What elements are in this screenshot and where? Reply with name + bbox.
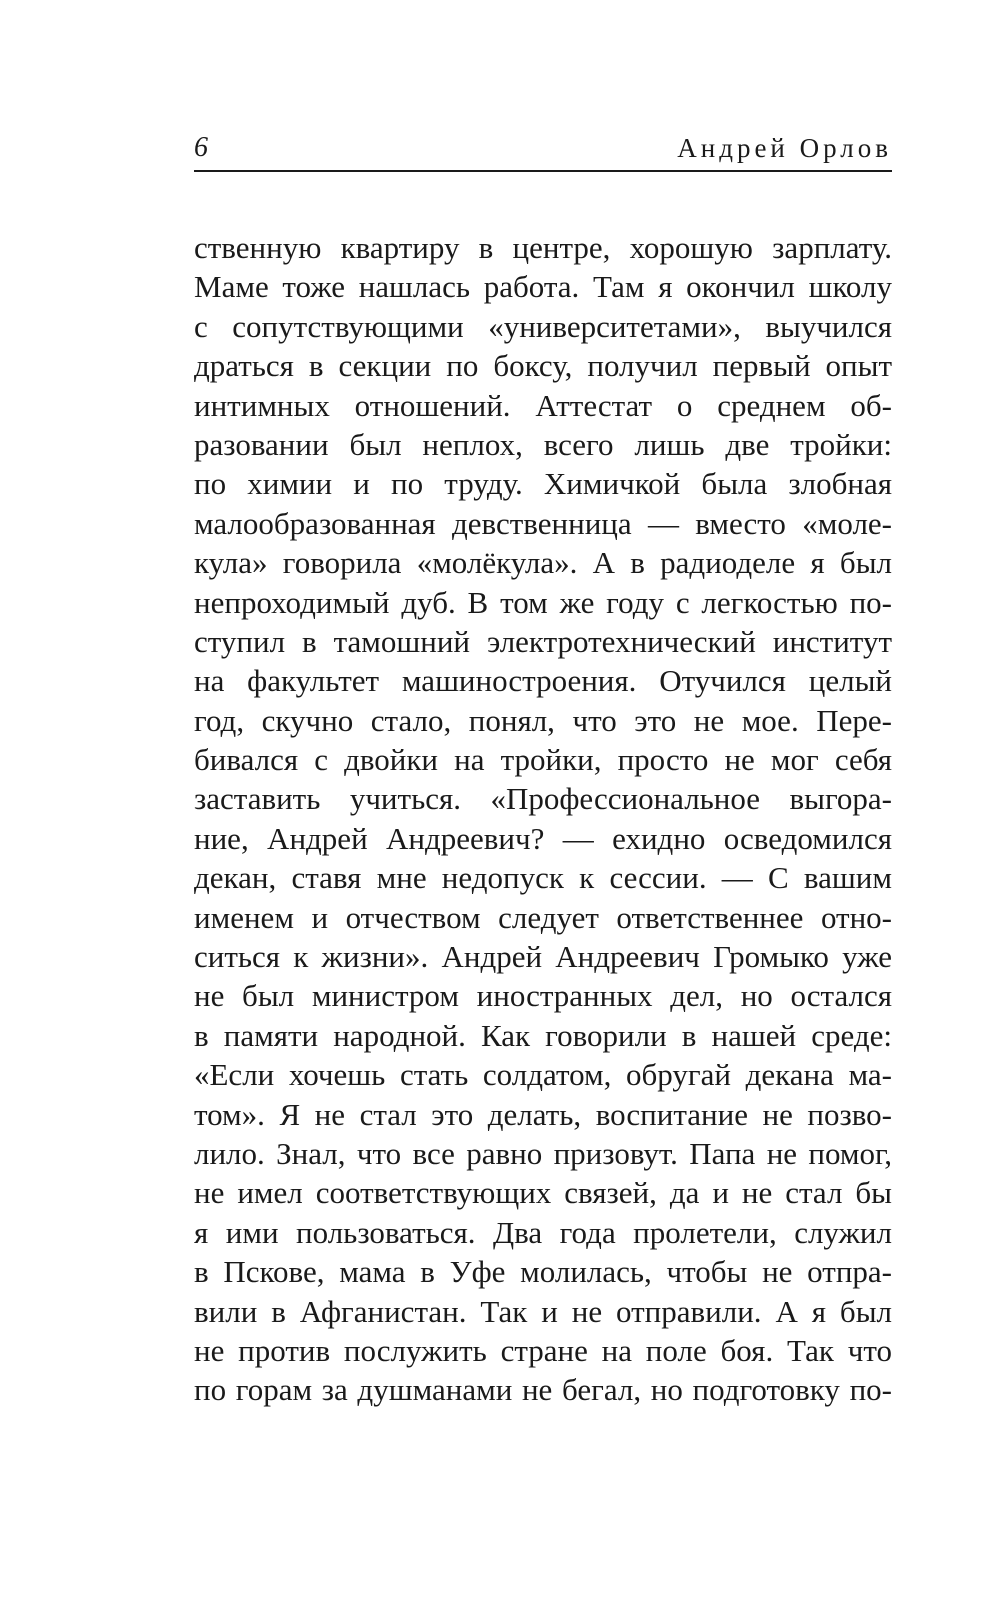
text-line: в памяти народной. Как говорили в нашей среде:: [194, 1017, 892, 1053]
text-line: том». Я не стал это делать, воспитание не позво-: [194, 1096, 892, 1132]
text-line: по горам за душманами не бегал, но подготовку по-: [194, 1372, 892, 1408]
text-line: в Пскове, мама в Уфе молилась, чтобы не отпра-: [194, 1254, 892, 1290]
text-line: с сопутствующими «университетами», выучился: [194, 308, 892, 344]
text-line: ние, Андрей Андреевич? — ехидно осведомился: [194, 820, 892, 856]
text-line: заставить учиться. «Профессиональное выгора-: [194, 781, 892, 817]
text-line: интимных отношений. Аттестат о среднем об-: [194, 387, 892, 423]
text-line: именем и отчеством следует ответственнее отно-: [194, 899, 892, 935]
text-line: по химии и по труду. Химичкой была злобная: [194, 466, 892, 502]
text-line: ступил в тамошний электротехнический институт: [194, 623, 892, 659]
running-head-author: Андрей Орлов: [677, 133, 892, 163]
text-line: не имел соответствующих связей, да и не стал бы: [194, 1175, 892, 1211]
text-line: на факультет машиностроения. Отучился целый: [194, 663, 892, 699]
text-line: ситься к жизни». Андрей Андреевич Громыко уже: [194, 939, 892, 975]
page-number: 6: [194, 132, 208, 163]
text-line: вили в Афганистан. Так и не отправили. А я был: [194, 1293, 892, 1329]
text-line: не был министром иностранных дел, но остался: [194, 978, 892, 1014]
text-line: я ими пользоваться. Два года пролетели, служил: [194, 1214, 892, 1250]
text-line: бивался с двойки на тройки, просто не мог себя: [194, 742, 892, 778]
header-rule: [194, 170, 892, 172]
running-head: [194, 128, 892, 168]
text-line: непроходимый дуб. В том же году с легкостью по-: [194, 584, 892, 620]
text-line: кула» говорила «молёкула». А в радиоделе я был: [194, 545, 892, 581]
text-line: Маме тоже нашлась работа. Там я окончил школу: [194, 269, 892, 305]
text-line: ственную квартиру в центре, хорошую зарплату.: [194, 230, 892, 265]
text-line: лило. Знал, что все равно призовут. Папа не помог,: [194, 1135, 892, 1171]
text-line: декан, ставя мне недопуск к сессии. — С вашим: [194, 860, 892, 896]
text-line: год, скучно стало, понял, что это не мое. Пере-: [194, 702, 892, 738]
body-text: [194, 228, 892, 1410]
text-line: драться в секции по боксу, получил первый опыт: [194, 348, 892, 384]
text-line: «Если хочешь стать солдатом, обругай декана ма-: [194, 1057, 892, 1093]
text-line: разовании был неплох, всего лишь две тройки:: [194, 426, 892, 462]
text-line: малообразованная девственница — вместо «моле-: [194, 505, 892, 541]
text-line: не против послужить стране на поле боя. Так что: [194, 1332, 892, 1368]
